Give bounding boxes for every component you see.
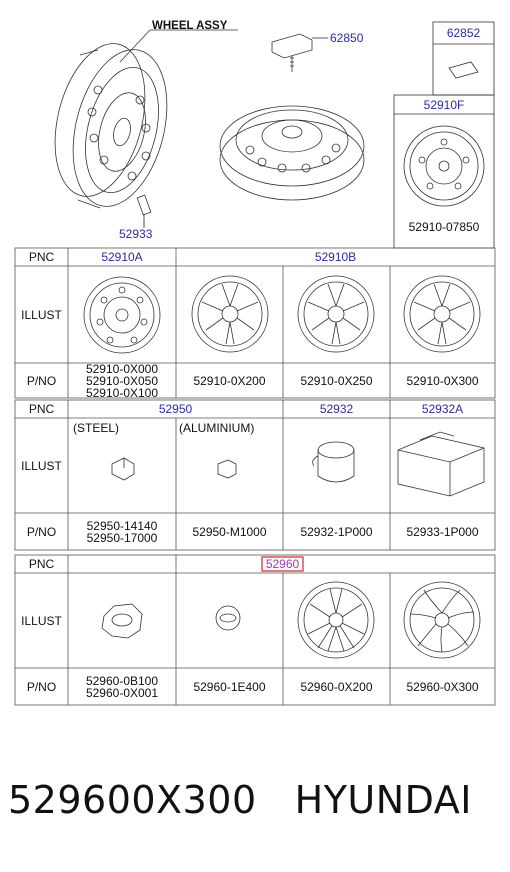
- row2-illust-label: ILLUST: [21, 458, 62, 473]
- box-52910F-label[interactable]: 52910F: [423, 98, 465, 112]
- row3-illust-label: ILLUST: [21, 613, 62, 628]
- illust-alloy-wheel-4: [298, 582, 374, 658]
- row3-pnc-52960[interactable]: 52960: [265, 557, 300, 571]
- row1-pnc-52910B[interactable]: 52910B: [314, 250, 357, 264]
- illust-alu-lug-nut: [218, 460, 236, 478]
- row1-pno-3: 52910-0X250: [300, 373, 373, 388]
- illust-steel-lug-nut: [112, 458, 134, 480]
- row3-pno-4: 52960-0X300: [406, 679, 479, 694]
- box-52910F-part: 52910-07850: [408, 220, 480, 234]
- row1-pno-2: 52910-0X200: [193, 373, 266, 388]
- illust-alloy-wheel-1: [192, 276, 268, 352]
- steel-label: (STEEL): [73, 421, 120, 435]
- illust-compressor: [313, 442, 354, 482]
- row2-pnc-52950[interactable]: 52950: [158, 402, 193, 416]
- row1-pno-label: P/NO: [26, 373, 57, 388]
- box-62852-label[interactable]: 62852: [446, 26, 481, 40]
- aluminium-label: (ALUMINIUM): [179, 421, 255, 435]
- footer: [8, 778, 508, 822]
- row2-pno-2: 52950-M1000: [192, 524, 267, 539]
- row2-pno-1: [68, 513, 176, 550]
- callout-62850[interactable]: 62850: [330, 31, 364, 45]
- row1-pnc-label: PNC: [28, 250, 55, 264]
- row3-pno-3: 52960-0X200: [300, 679, 373, 694]
- footer-brand: HYUNDAI: [294, 778, 472, 822]
- row3-pno-1-line2: 52960-0X001: [85, 685, 159, 700]
- illust-alloy-wheel-5: [404, 582, 480, 658]
- row3-pno-1-line1: 52960-0B100: [85, 673, 159, 688]
- illust-alloy-wheel-3: [404, 276, 480, 352]
- row2-pno-4: 52933-1P000: [406, 524, 479, 539]
- row1-pno-4: 52910-0X300: [406, 373, 479, 388]
- callout-52933[interactable]: 52933: [119, 227, 153, 241]
- plate-62852-drawing: [449, 62, 478, 78]
- row1-pno-1-line1: 52910-0X000: [85, 361, 159, 376]
- row1-pno-1-line2: 52910-0X050: [85, 373, 159, 388]
- illust-center-cap-2: [216, 606, 240, 630]
- row3-pnc-label: PNC: [28, 557, 55, 571]
- row2-pno-label: P/NO: [26, 524, 57, 539]
- row2-pno-3: 52932-1P000: [300, 524, 373, 539]
- illust-steel-wheel: [84, 277, 160, 353]
- wheel-assy-label: WHEEL ASSY: [152, 20, 228, 32]
- illust-alloy-wheel-2: [298, 276, 374, 352]
- row3-pno-2: 52960-1E400: [193, 679, 266, 694]
- row1-pnc-52910A[interactable]: 52910A: [101, 250, 143, 264]
- footer-part-number: 529600X300: [8, 778, 257, 822]
- row2-pnc-52932A[interactable]: 52932A: [421, 402, 464, 416]
- illust-repair-kit: [398, 432, 484, 496]
- row2-pnc-52932[interactable]: 52932: [319, 402, 354, 416]
- row1-illust-label: ILLUST: [21, 307, 62, 322]
- row2-pno-1-line1: 52950-14140: [86, 518, 158, 533]
- row2-pnc-label: PNC: [28, 402, 55, 416]
- row1-pno-1: [68, 363, 176, 398]
- wheel-assy-drawing: [40, 34, 182, 216]
- row2-pno-1-line2: 52950-17000: [86, 530, 158, 545]
- row3-pno-1: [68, 668, 176, 705]
- row1-pno-1-line3: 52910-0X100: [85, 385, 159, 400]
- valve-stem-drawing: [137, 195, 151, 226]
- hold-down-bolt-drawing: [272, 34, 312, 72]
- spare-wheel-drawing: [220, 106, 364, 200]
- row3-pno-label: P/NO: [26, 679, 57, 694]
- illust-center-cap-1: [102, 604, 142, 638]
- wheel-52910F-drawing: [404, 126, 484, 206]
